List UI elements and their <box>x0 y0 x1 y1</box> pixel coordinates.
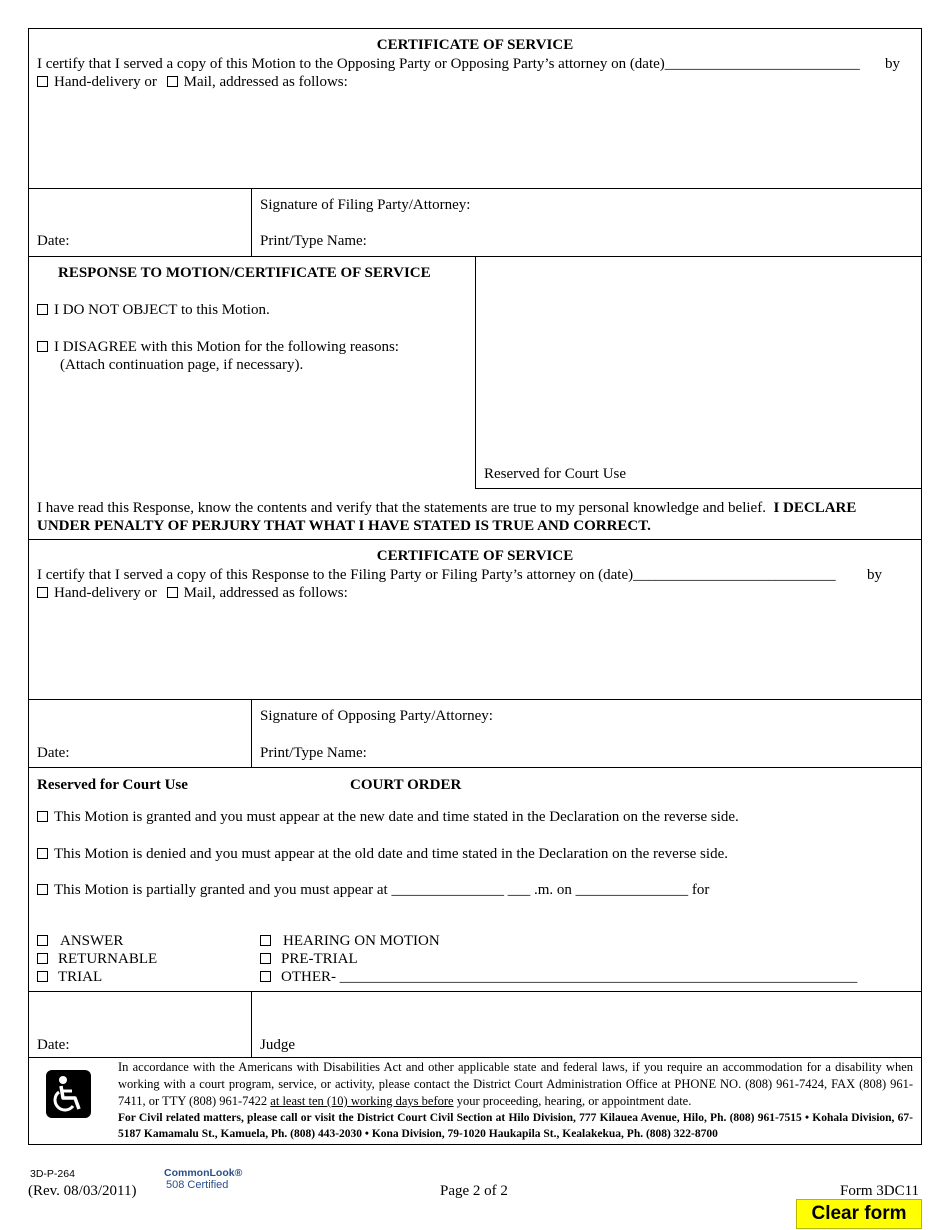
frame-top <box>28 28 922 29</box>
denied-label: This Motion is denied and you must appear at the old date and time stated in the Declaration on the reverse side. <box>54 846 728 862</box>
trial-row <box>37 968 157 986</box>
returnable-label: RETURNABLE <box>58 951 158 967</box>
pretrial-checkbox[interactable] <box>260 953 271 964</box>
partial-for-label: for <box>691 882 710 898</box>
trial-label: TRIAL <box>58 969 103 985</box>
other-blank[interactable]: _____________________________________________________________________ <box>339 969 858 985</box>
ada-text-underlined: at least ten (10) working days before <box>270 1094 454 1108</box>
response-title: RESPONSE TO MOTION/CERTIFICATE OF SERVICE <box>58 265 431 281</box>
cos2-mail-label: Mail, addressed as follows: <box>183 585 348 601</box>
cos1-by: by <box>885 56 900 72</box>
frame-left <box>28 28 29 1145</box>
cos1-hand-delivery-label: Hand-delivery or <box>54 74 157 90</box>
divider <box>28 539 922 540</box>
partial-row <box>37 882 709 899</box>
disagree-label: I DISAGREE with this Motion for the following reasons: <box>54 339 399 355</box>
ada-notice <box>118 1059 913 1142</box>
cos2-line1-text: I certify that I served a copy of this Response to the Filing Party or Filing Party’s attorney on (date) <box>37 567 634 583</box>
trial-checkbox[interactable] <box>37 971 48 982</box>
denied-row <box>37 846 728 863</box>
divider <box>28 188 922 189</box>
divider <box>28 991 922 992</box>
cos1-title: CERTIFICATE OF SERVICE <box>376 37 574 53</box>
pretrial-row <box>260 950 857 968</box>
sig1-date-label: Date: <box>37 233 70 249</box>
hearing-checkbox[interactable] <box>260 935 271 946</box>
sig2-print-label: Print/Type Name: <box>260 745 367 761</box>
declaration-bold-2: UNDER PENALTY OF PERJURY THAT WHAT I HAVE STATED IS TRUE AND CORRECT. <box>37 518 651 534</box>
hearing-label: HEARING ON MOTION <box>283 933 440 949</box>
cos1-mail-checkbox[interactable] <box>167 76 178 87</box>
cos2-hand-delivery-checkbox[interactable] <box>37 587 48 598</box>
attach-note: (Attach continuation page, if necessary). <box>60 357 304 373</box>
cos1-date-blank[interactable]: __________________________ <box>664 56 860 72</box>
partial-date-blank[interactable]: _______________ <box>391 882 504 898</box>
wheelchair-icon <box>46 1070 91 1118</box>
partial-label: This Motion is partially granted and you must appear at <box>54 882 388 898</box>
answer-label: ANSWER <box>60 933 124 949</box>
hearing-options-right <box>260 932 857 986</box>
response-reserved-label: Reserved for Court Use <box>484 466 627 482</box>
frame-right <box>921 28 922 1145</box>
commonlook-logo: CommonLook® <box>164 1167 243 1179</box>
other-row <box>260 968 857 986</box>
form-number: Form 3DC11 <box>840 1183 920 1199</box>
declaration-text: I have read this Response, know the contents and verify that the statements are true to my personal knowledge and belief. <box>37 500 766 516</box>
cos1-line1 <box>37 56 917 73</box>
disagree-checkbox[interactable] <box>37 341 48 352</box>
pretrial-label: PRE-TRIAL <box>281 951 358 967</box>
divider <box>28 767 922 768</box>
sig2-signature-label: Signature of Opposing Party/Attorney: <box>260 708 493 724</box>
cos2-hand-delivery-label: Hand-delivery or <box>54 585 157 601</box>
other-label: OTHER- <box>281 969 336 985</box>
partial-m-label: .m. on <box>533 882 572 898</box>
cos2-method-row <box>37 585 348 602</box>
divider <box>475 256 476 489</box>
cos2-by: by <box>867 567 882 583</box>
cos1-method-row <box>37 74 348 91</box>
cos2-mail-checkbox[interactable] <box>167 587 178 598</box>
partial-time-blank[interactable]: ___ <box>507 882 531 898</box>
divider <box>28 699 922 700</box>
returnable-row <box>37 950 157 968</box>
denied-checkbox[interactable] <box>37 848 48 859</box>
granted-label: This Motion is granted and you must appear at the new date and time stated in the Declaration on the reverse side. <box>54 809 739 825</box>
order-date-label: Date: <box>37 1037 70 1053</box>
partial-date2-blank[interactable]: _______________ <box>575 882 689 898</box>
hearing-options-left <box>37 932 157 986</box>
answer-checkbox[interactable] <box>37 935 48 946</box>
sig1-print-label: Print/Type Name: <box>260 233 367 249</box>
no-object-checkbox[interactable] <box>37 304 48 315</box>
declaration-bold-1: I DECLARE <box>773 500 857 516</box>
other-checkbox[interactable] <box>260 971 271 982</box>
judge-label: Judge <box>260 1037 295 1053</box>
divider <box>475 488 922 489</box>
ada-text-1: In accordance with the Americans with Disabilities Act and other applicable state and federal laws, if you require an accommodation for a disability when working with a court program, service, or activity, please contact the District Court Administration Office at PHONE NO. (808) 961-7424, FAX (808) 961-7411, or TTY (808) 961-7422 <box>118 1060 913 1108</box>
hearing-row <box>260 932 857 950</box>
divider <box>251 699 252 768</box>
granted-row <box>37 809 739 826</box>
page-number: Page 2 of 2 <box>440 1183 508 1199</box>
partial-checkbox[interactable] <box>37 884 48 895</box>
granted-checkbox[interactable] <box>37 811 48 822</box>
divider <box>251 991 252 1058</box>
cos2-date-blank[interactable]: ___________________________ <box>633 567 836 583</box>
no-object-label: I DO NOT OBJECT to this Motion. <box>54 302 270 318</box>
frame-bottom <box>28 1144 922 1145</box>
response-disagree-row <box>37 339 399 356</box>
ada-text-2: your proceeding, hearing, or appointment date. <box>456 1094 692 1108</box>
cos2-title: CERTIFICATE OF SERVICE <box>376 548 574 564</box>
sig2-date-label: Date: <box>37 745 70 761</box>
court-order-title: COURT ORDER <box>350 777 462 793</box>
cos2-line1 <box>37 567 917 584</box>
cos1-hand-delivery-checkbox[interactable] <box>37 76 48 87</box>
sig1-signature-label: Signature of Filing Party/Attorney: <box>260 197 471 213</box>
declaration <box>37 499 913 535</box>
508-certified-label: 508 Certified <box>166 1179 229 1191</box>
cos1-line1-text: I certify that I served a copy of this Motion to the Opposing Party or Opposing Party’s attorney on (date) <box>37 56 665 72</box>
divider <box>28 1057 922 1058</box>
order-reserved-label: Reserved for Court Use <box>37 777 188 793</box>
divider <box>251 188 252 257</box>
form-code: 3D-P-264 <box>30 1168 75 1180</box>
returnable-checkbox[interactable] <box>37 953 48 964</box>
cos1-mail-label: Mail, addressed as follows: <box>183 74 348 90</box>
clear-form-button[interactable]: Clear form <box>796 1199 922 1229</box>
response-no-object-row <box>37 302 270 319</box>
revision-date: (Rev. 08/03/2011) <box>28 1183 137 1199</box>
ada-civil-contacts: For Civil related matters, please call or visit the District Court Civil Section at Hilo Division, 777 Kilauea Avenue, Hilo, Ph. (808) 961-7515 • Kohala Division, 67-5187 Kamamalu St., Kamuela, Ph. (808) 443-2030 • Kona Division, 79-1020 Haukapila St., Kealakekua, Ph. (808) 322-8700 <box>118 1112 913 1140</box>
answer-row <box>37 932 157 950</box>
